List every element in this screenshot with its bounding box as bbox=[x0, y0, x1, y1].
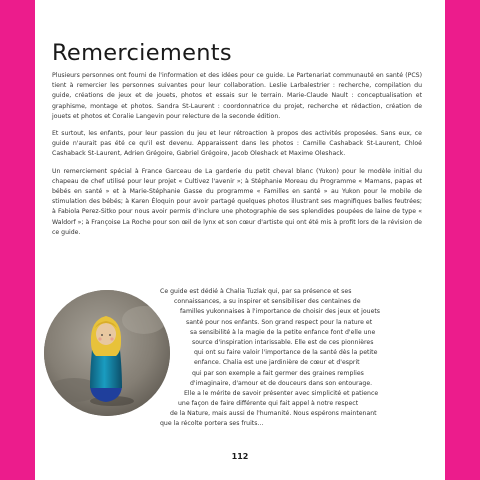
dedication-line: Ce guide est dédié à Chalia Tuzlak qui, par sa présence et ses bbox=[160, 288, 352, 295]
dedication-text bbox=[160, 287, 422, 430]
dedication-line: Elle a le mérite de savoir présenter avec simplicité et patience bbox=[184, 389, 379, 397]
dedication-line: que la récolte portera ses fruits… bbox=[160, 420, 264, 428]
page-number: 112 bbox=[231, 452, 249, 461]
dedication-line: enfance. Chalia est une jardinière de cœur et d'esprit bbox=[194, 359, 360, 367]
paragraph-special-thanks: Un remerciement spécial à France Garceau de La garderie du petit cheval blanc (Yukon) pour le modèle initial du chapeau de chef utilisé pour leur projet « Cultivez l'avenir »; à Stéphanie Moreau du Programme « Mamans, papas et bébés en santé » et à Marie-Stéphanie Gasse du programme « Familles en santé » au Yukon pour le mobile de stimulation des bébés; à Karen Éloquin pour avoir partagé quelques photos illustrant ses magnifiques balles feutrées; à Fabiola Perez-Sitko pour nous avoir permis d'inclure une photographie de ses splendides poupées de laine de type « Waldorf »; à Françoise La Roche pour son œil de lynx et son cœur d'artiste qui ont été mis à profit lors de la révision de ce guide. bbox=[52, 167, 422, 236]
dedication-line: connaissances, a su inspirer et sensibiliser des centaines de bbox=[174, 298, 361, 306]
page-title: Remerciements bbox=[52, 40, 232, 66]
dedication-line: source d'inspiration intarissable. Elle est de ces pionnières bbox=[192, 338, 374, 346]
dedication-section bbox=[44, 287, 424, 437]
paragraph-collaborators: Plusieurs personnes ont fourni de l'information et des idées pour ce guide. Le Partenariat communauté en santé (PCS) tient à remercier les personnes suivantes pour leur collaboration. Leslie Larbalestrier : recherche, compilation du guide, créations de jeux et de jouets, photos et essais sur le terrain. Marie-Claude Nault : conceptualisation et graphisme, montage et photos. Sandra St-Laurent : coordonnatrice du projet, recherche et rédaction, création de jouets et photos et Coralie Langevin pour relecture de la seconde édition. bbox=[52, 72, 422, 120]
page-content bbox=[52, 38, 422, 245]
dedication-line: de la Nature, mais aussi de l'humanité. Nous espérons maintenant bbox=[170, 410, 377, 418]
dedication-line: santé pour nos enfants. Son grand respect pour la nature et bbox=[186, 318, 373, 326]
doll-photo bbox=[44, 290, 170, 416]
dedication-line: familles yukonnaises à l'importance de choisir des jeux et jouets bbox=[180, 308, 381, 316]
dedication-line: d'imaginaire, d'amour et de douceurs dans son entourage. bbox=[190, 379, 373, 387]
paragraph-children: Et surtout, les enfants, pour leur passion du jeu et leur rétroaction à propos des activités proposées. Sans eux, ce guide n'aurait pas été ce qu'il est devenu. Apparaissent dans les photos : Camille Cashaback St-Laurent, Chloé Cashaback St-Laurent, Adrien Grégoire, Gabriel Grégoire, Jacob Oleshack et Maxime Oleshack. bbox=[52, 130, 422, 158]
left-pink-border bbox=[0, 0, 35, 480]
dedication-line: qui ont su faire valoir l'importance de la santé dès la petite bbox=[194, 349, 378, 357]
dedication-line: une façon de faire différente qui fait appel à notre respect bbox=[178, 400, 359, 408]
right-pink-border bbox=[445, 0, 480, 480]
dedication-line: sa sensibilité à la magie de la petite enfance font d'elle une bbox=[190, 328, 376, 336]
peg-doll-illustration bbox=[44, 290, 170, 416]
dedication-line: qui par son exemple a fait germer des graines remplies bbox=[192, 369, 364, 377]
